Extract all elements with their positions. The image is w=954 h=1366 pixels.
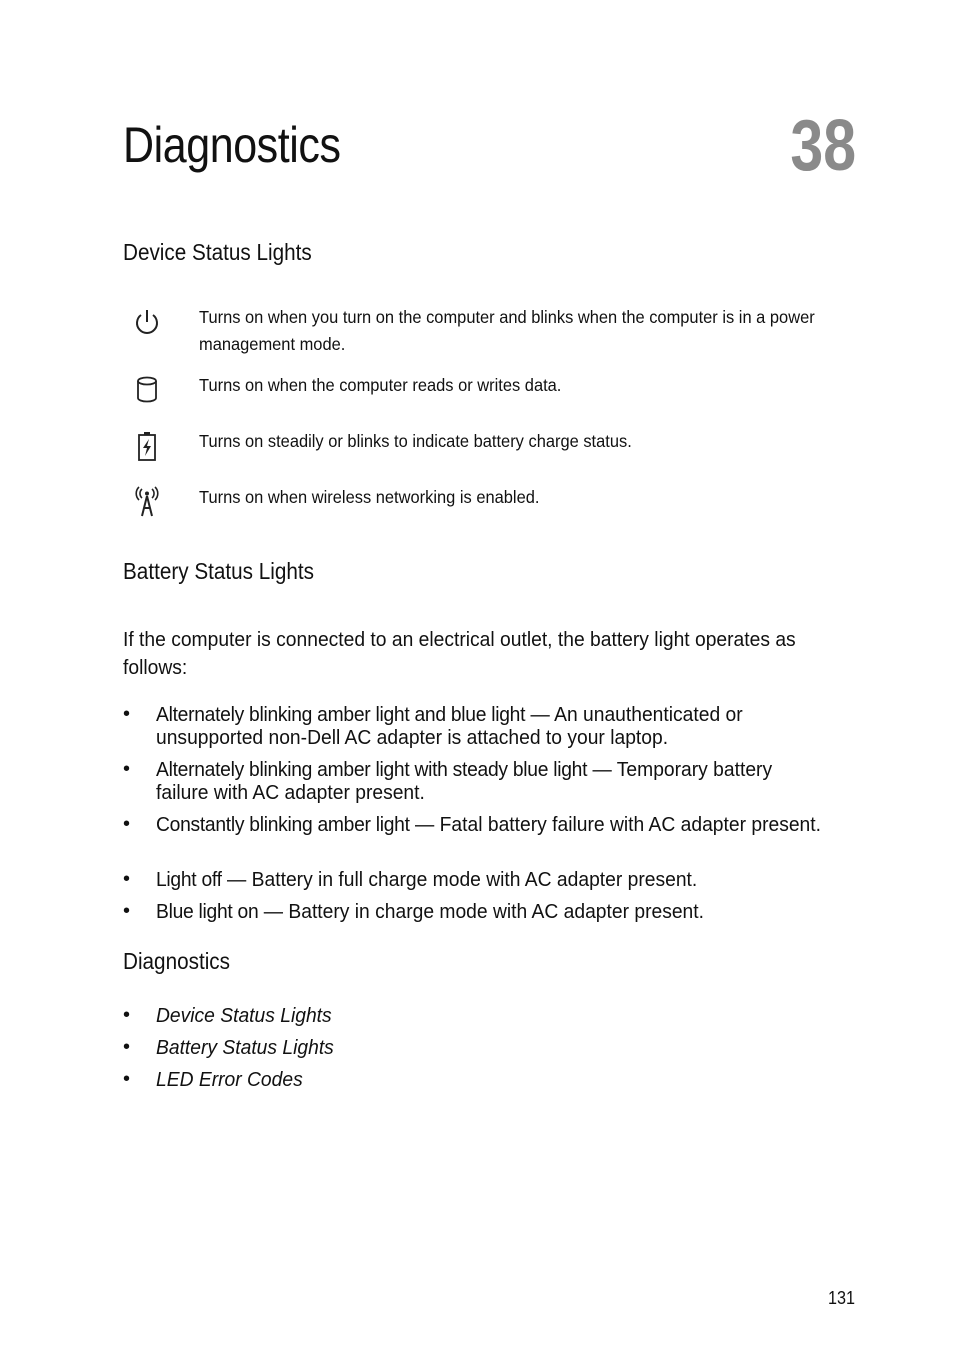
power-icon bbox=[131, 306, 163, 338]
list-item-term: Blue light on bbox=[156, 900, 259, 923]
section-heading-diagnostics: Diagnostics bbox=[123, 948, 231, 974]
bullet-icon: • bbox=[123, 868, 131, 890]
link-device-status-lights[interactable]: Device Status Lights bbox=[156, 1004, 332, 1027]
section-heading-battery-status: Battery Status Lights bbox=[123, 558, 315, 584]
list-item-description: — Battery in charge mode with AC adapter present. bbox=[258, 900, 704, 923]
wireless-icon bbox=[131, 486, 163, 518]
hard-drive-icon bbox=[131, 374, 163, 406]
list-item-term: Light off bbox=[156, 868, 222, 891]
list-item-term: Alternately blinking amber light and blue light bbox=[156, 703, 526, 726]
page-number: 131 bbox=[827, 1288, 855, 1308]
battery-icon bbox=[131, 430, 163, 462]
list-item-description: — Battery in full charge mode with AC adapter present. bbox=[221, 868, 698, 891]
list-item-description: — An unauthenticated or unsupported non-Dell AC adapter is attached to your laptop. bbox=[156, 703, 743, 749]
battery-intro-paragraph: If the computer is connected to an electrical outlet, the battery light operates as follows: bbox=[123, 628, 796, 679]
bullet-icon: • bbox=[123, 813, 131, 835]
list-item-description: — Fatal battery failure with AC adapter present. bbox=[409, 813, 821, 836]
bullet-icon: • bbox=[123, 1004, 131, 1026]
list-item-term: Alternately blinking amber light with steady blue light bbox=[156, 758, 588, 781]
list-item-term: Constantly blinking amber light bbox=[156, 813, 410, 836]
chapter-number: 38 bbox=[790, 106, 856, 186]
chapter-title: Diagnostics bbox=[123, 117, 341, 173]
link-led-error-codes[interactable]: LED Error Codes bbox=[156, 1068, 303, 1091]
section-heading-device-status: Device Status Lights bbox=[123, 239, 312, 265]
status-text: Turns on when you turn on the computer and blinks when the computer is in a power management mode. bbox=[199, 307, 815, 354]
bullet-icon: • bbox=[123, 758, 131, 780]
status-text: Turns on when the computer reads or writes data. bbox=[199, 375, 562, 395]
bullet-icon: • bbox=[123, 703, 131, 725]
bullet-icon: • bbox=[123, 1068, 131, 1090]
status-text: Turns on steadily or blinks to indicate battery charge status. bbox=[199, 431, 632, 451]
list-item-description: — Temporary battery failure with AC adapter present. bbox=[156, 758, 773, 804]
bullet-icon: • bbox=[123, 900, 131, 922]
bullet-icon: • bbox=[123, 1036, 131, 1058]
status-text: Turns on when wireless networking is enabled. bbox=[199, 487, 540, 507]
link-battery-status-lights[interactable]: Battery Status Lights bbox=[156, 1036, 334, 1059]
